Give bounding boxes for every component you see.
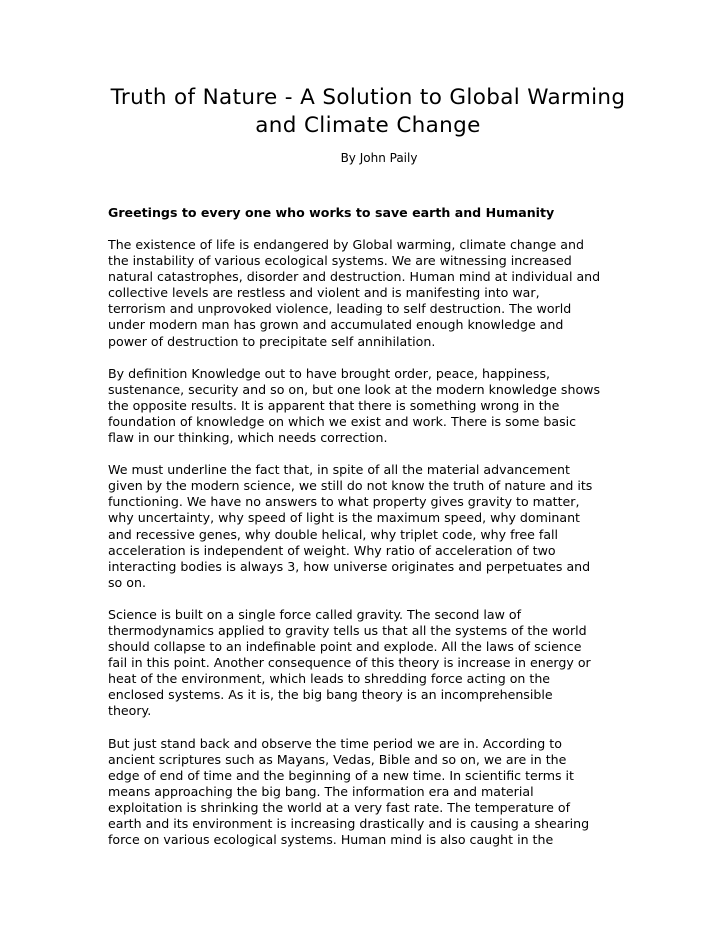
title-line-1: Truth of Nature - A Solution to Global Warming (110, 85, 626, 110)
paragraph-line: interacting bodies is always 3, how universe originates and perpetuates and (108, 558, 591, 574)
paragraph-line: means approaching the big bang. The information era and material (108, 783, 534, 799)
paragraph-line: acceleration is independent of weight. Why ratio of acceleration of two (108, 542, 556, 558)
paragraph-line: terrorism and unprovoked violence, leading to self destruction. The world (108, 301, 572, 317)
paragraph-line: why uncertainty, why speed of light is the maximum speed, why dominant (108, 510, 580, 526)
paragraph-line: thermodynamics applied to gravity tells us that all the systems of the world (108, 622, 587, 638)
paragraph-line: By definition Knowledge out to have brought order, peace, happiness, (108, 365, 551, 381)
paragraph-line: sustenance, security and so on, but one look at the modern knowledge shows (108, 381, 601, 397)
paragraph-line: foundation of knowledge on which we exist and work. There is some basic (108, 413, 577, 429)
paragraph-line: collective levels are restless and violent and is manifesting into war, (108, 285, 540, 301)
paragraph-line: the opposite results. It is apparent that there is something wrong in the (108, 397, 560, 413)
paragraph-line: and recessive genes, why double helical, why triplet code, why free fall (108, 526, 559, 542)
body-paragraph (108, 366, 628, 446)
paragraph-line: Science is built on a single force called gravity. The second law of (108, 606, 522, 622)
paragraph-line: We must underline the fact that, in spite of all the material advancement (108, 462, 570, 478)
paragraph-line: flaw in our thinking, which needs correction. (108, 430, 388, 446)
author-byline: By John Paily (340, 151, 418, 165)
paragraph-line: heat of the environment, which leads to shredding force acting on the (108, 671, 551, 687)
paragraph-line: functioning. We have no answers to what property gives gravity to matter, (108, 494, 580, 510)
paragraph-line: enclosed systems. As it is, the big bang theory is an incomprehensible (108, 687, 553, 703)
paragraph-line: The existence of life is endangered by Global warming, climate change and (108, 237, 584, 252)
paragraph-line: power of destruction to precipitate self annihilation. (108, 333, 436, 349)
greeting-heading: Greetings to every one who works to save earth and Humanity (108, 205, 555, 220)
paragraph-line: force on various ecological systems. Human mind is also caught in the (108, 832, 554, 848)
body-paragraph (108, 607, 628, 720)
paragraph-line: under modern man has grown and accumulated enough knowledge and (108, 317, 564, 333)
paragraph-line: earth and its environment is increasing drastically and is causing a shearing (108, 816, 590, 831)
paragraph-line: so on. (108, 574, 146, 590)
paragraph-line: But just stand back and observe the time period we are in. According to (108, 735, 562, 751)
paragraph-line: should collapse to an indefinable point and explode. All the laws of science (108, 639, 582, 655)
paragraph-line: edge of end of time and the beginning of a new time. In scientific terms it (108, 767, 574, 783)
body-paragraph (108, 462, 628, 591)
paragraph-line: the instability of various ecological systems. We are witnessing increased (108, 253, 572, 269)
body-paragraph (108, 736, 628, 849)
paragraph-line: natural catastrophes, disorder and destruction. Human mind at individual and (108, 269, 601, 285)
document-body (108, 237, 628, 848)
paragraph-line: exploitation is shrinking the world at a very fast rate. The temperature of (108, 799, 571, 815)
paragraph-line: given by the modern science, we still do not know the truth of nature and its (108, 478, 593, 494)
document-title (108, 84, 628, 140)
title-line-2: and Climate Change (255, 113, 481, 138)
paragraph-line: ancient scriptures such as Mayans, Vedas, Bible and so on, we are in the (108, 751, 567, 767)
paragraph-line: fail in this point. Another consequence of this theory is increase in energy or (108, 655, 591, 671)
body-paragraph (108, 237, 628, 350)
document-page (108, 84, 628, 848)
paragraph-line: theory. (108, 703, 152, 719)
